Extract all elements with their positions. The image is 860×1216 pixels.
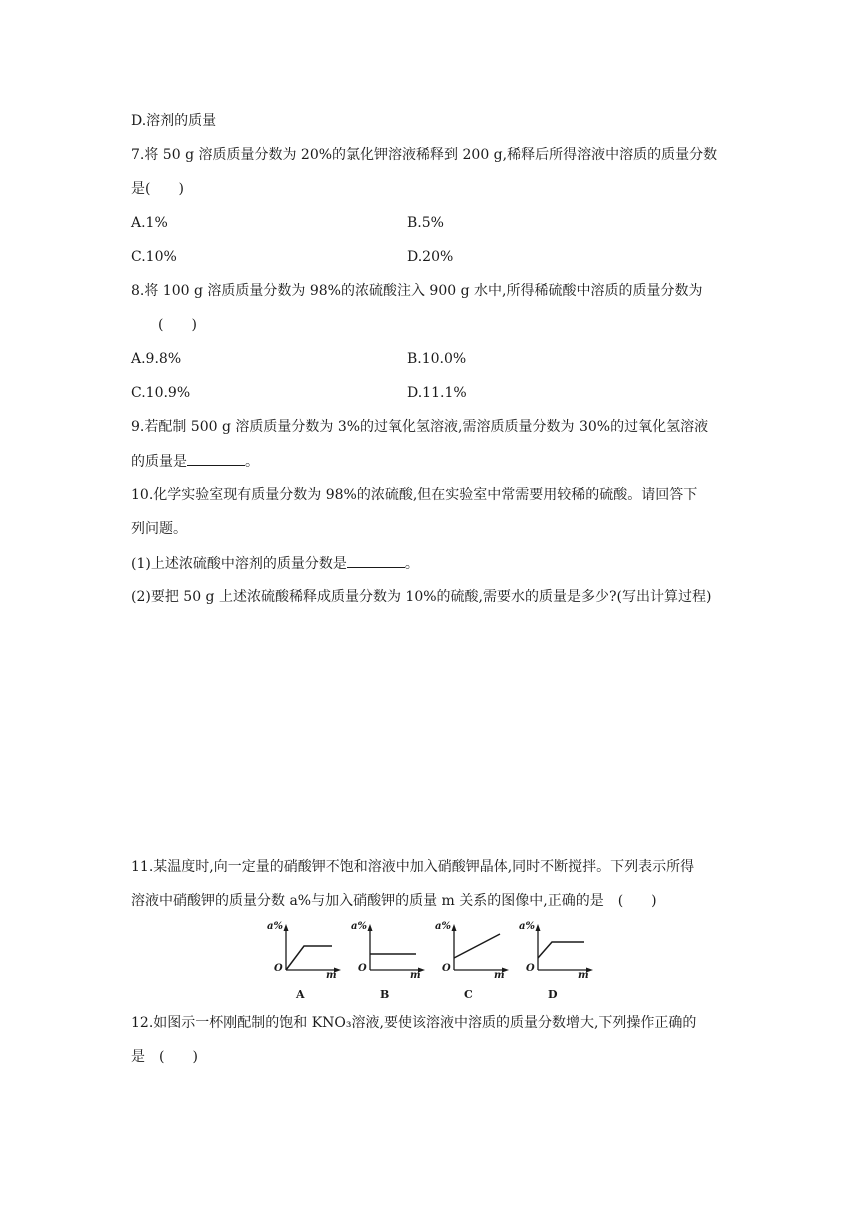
q10-part1-answer-blank[interactable] (347, 553, 405, 568)
graph-b-caption: B (380, 988, 390, 1001)
q7-option-b: B.5% (407, 215, 444, 231)
graph-c-caption: C (464, 988, 473, 1001)
graph-b-y-label: a% (351, 921, 367, 932)
graph-a-y-label: a% (267, 921, 283, 932)
q11-stem-line1: 11.某温度时,向一定量的硝酸钾不饱和溶液中加入硝酸钾晶体,同时不断搅拌。下列表示所得 (131, 859, 695, 875)
graph-a (264, 918, 342, 1002)
q8-stem-line1: 8.将 100 g 溶质质量分数为 98%的浓硫酸注入 900 g 水中,所得稀硫酸中溶质的质量分数为 (131, 283, 703, 299)
graph-a-origin-label: O (274, 963, 283, 974)
q7-stem-line2: 是( ) (131, 181, 184, 197)
graph-d-y-label: a% (519, 921, 535, 932)
q10-part2: (2)要把 50 g 上述浓硫酸稀释成质量分数为 10%的硫酸,需要水的质量是多少?(写出计算过程) (131, 589, 712, 605)
q10-stem-line1: 10.化学实验室现有质量分数为 98%的浓硫酸,但在实验室中常需要用较稀的硫酸。请回答下 (131, 487, 698, 503)
q6-option-d: D.溶剂的质量 (131, 113, 217, 129)
q8-option-c: C.10.9% (131, 385, 191, 401)
q9-stem-line1: 9.若配制 500 g 溶质质量分数为 3%的过氧化氢溶液,需溶质质量分数为 30%的过氧化氢溶液 (131, 419, 709, 435)
graph-d (516, 918, 594, 1002)
graph-a-caption: A (296, 988, 305, 1001)
q10-stem-line2: 列问题。 (131, 521, 187, 537)
graph-c (432, 918, 510, 1002)
q9-answer-blank[interactable] (187, 451, 245, 466)
graph-d-origin-label: O (526, 963, 535, 974)
q7-option-d: D.20% (407, 249, 454, 265)
q8-option-a: A.9.8% (131, 351, 182, 367)
graph-d-x-label: m (578, 970, 589, 981)
graph-c-origin-label: O (442, 963, 451, 974)
q8-option-d: D.11.1% (407, 385, 467, 401)
graph-c-y-label: a% (435, 921, 451, 932)
q8-stem-line2: ( ) (158, 317, 197, 333)
graph-b-origin-label: O (358, 963, 367, 974)
q10-part1-prefix: (1)上述浓硫酸中溶剂的质量分数是 (131, 556, 347, 572)
q9-stem-prefix: 的质量是 (131, 454, 187, 470)
q11-stem-line2: 溶液中硝酸钾的质量分数 a%与加入硝酸钾的质量 m 关系的图像中,正确的是 ( ) (131, 893, 657, 909)
q10-part1-suffix: 。 (404, 556, 419, 572)
graph-b-x-label: m (410, 970, 421, 981)
graph-c-x-label: m (494, 970, 505, 981)
q7-option-c: C.10% (131, 249, 177, 265)
q9-stem-line2 (131, 451, 259, 472)
q8-option-b: B.10.0% (407, 351, 467, 367)
q10-part1 (131, 553, 419, 574)
graph-b (348, 918, 426, 1002)
graph-a-x-label: m (326, 970, 337, 981)
q12-stem-line2: 是 ( ) (131, 1049, 198, 1065)
q9-stem-suffix: 。 (245, 454, 259, 470)
q11-graph-options (264, 918, 594, 1002)
q12-stem-line1: 12.如图示一杯刚配制的饱和 KNO₃溶液,要使该溶液中溶质的质量分数增大,下列操作正确的 (131, 1015, 697, 1031)
q7-option-a: A.1% (131, 215, 168, 231)
q7-stem-line1: 7.将 50 g 溶质质量分数为 20%的氯化钾溶液稀释到 200 g,稀释后所得溶液中溶质的质量分数 (131, 147, 718, 163)
graph-d-caption: D (548, 988, 558, 1001)
